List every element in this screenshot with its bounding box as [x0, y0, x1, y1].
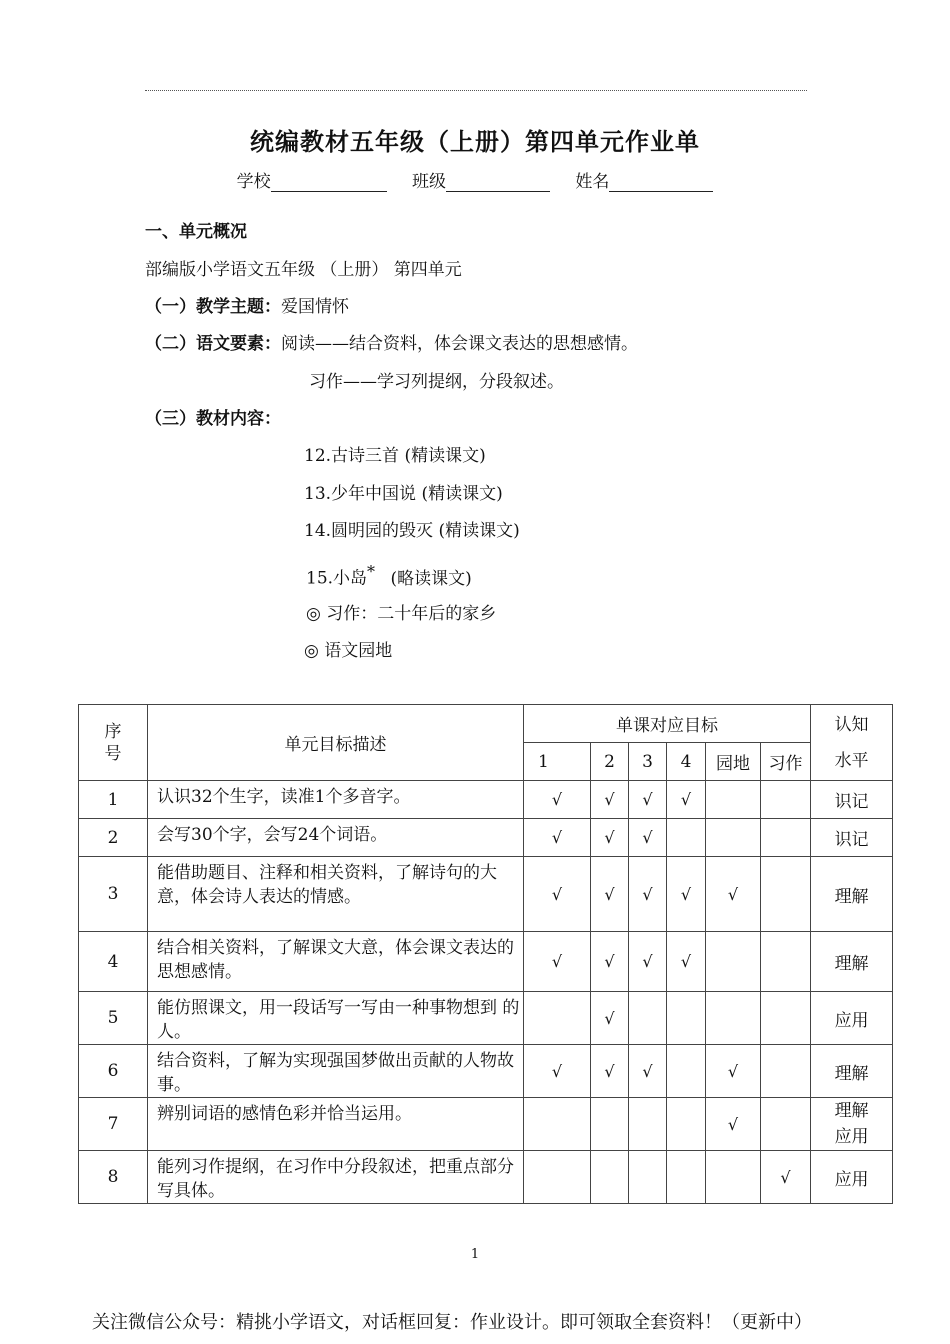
goal-description: 结合资料，了解为实现强国梦做出贡献的人物故事。: [148, 1045, 524, 1098]
content-label: （三）教材内容：: [145, 409, 281, 429]
seq-header: [79, 705, 148, 781]
school-field: [237, 167, 387, 192]
name-input[interactable]: [609, 173, 713, 192]
goal-check-cell: [667, 932, 706, 992]
goal-check-cell: [761, 819, 811, 857]
goal-check-cell: [629, 781, 667, 819]
goal-check-cell: [667, 857, 706, 932]
cognitive-level: 理解: [811, 857, 893, 932]
check-mark-icon: √: [642, 828, 653, 847]
goal-check-cell: [524, 992, 591, 1045]
goal-description: 能列习作提纲，在习作中分段叙述，把重点部分写具体。: [148, 1151, 524, 1204]
cognitive-level: 应用: [811, 1151, 893, 1204]
lesson-goals-header: 单课对应目标: [524, 705, 811, 743]
table-row: [79, 819, 893, 857]
table-row: [79, 992, 893, 1045]
desc-header: 单元目标描述: [148, 705, 524, 781]
check-mark-icon: √: [727, 884, 739, 904]
lesson-col-header: 习作: [761, 743, 811, 781]
goal-check-cell: [706, 781, 761, 819]
goal-check-cell: [629, 857, 667, 932]
check-mark-icon: √: [780, 1167, 791, 1187]
student-info-line: [0, 167, 950, 192]
goal-check-cell: [591, 819, 629, 857]
header-dotted-rule: [145, 90, 807, 91]
check-mark-icon: √: [551, 884, 563, 904]
cognitive-level: [811, 1098, 893, 1151]
school-label: 学校: [236, 172, 271, 192]
edition-line: 部编版小学语文五年级 （上册） 第四单元: [145, 260, 462, 280]
goal-check-cell: [667, 1045, 706, 1098]
content-item-title: 15.小岛: [306, 568, 368, 589]
content-item: ◎ 习作：二十年后的家乡: [306, 604, 497, 624]
check-mark-icon: √: [604, 1061, 615, 1081]
goal-check-cell: [524, 781, 591, 819]
table-row: [79, 781, 893, 819]
content-item: 12.古诗三首 (精读课文): [304, 446, 486, 466]
goal-check-cell: [591, 1045, 629, 1098]
table-row: [79, 1098, 893, 1151]
row-number: 5: [79, 992, 148, 1045]
goal-check-cell: [524, 1098, 591, 1151]
goal-description: 认识32个生字，读准1个多音字。: [148, 781, 524, 819]
goal-check-cell: [761, 781, 811, 819]
goal-check-cell: [524, 932, 591, 992]
cognitive-level: 应用: [811, 992, 893, 1045]
table-row: [79, 1045, 893, 1098]
lesson-col-header: 2: [591, 743, 629, 781]
goal-check-cell: [706, 1098, 761, 1151]
check-mark-icon: √: [604, 1008, 615, 1028]
elements-line: [145, 329, 638, 354]
school-input[interactable]: [271, 173, 387, 192]
row-number: 3: [79, 857, 148, 932]
check-mark-icon: √: [727, 1114, 739, 1134]
name-label: 姓名: [575, 172, 610, 192]
theme-line: [145, 292, 349, 317]
elements-writing: 习作——学习列提纲，分段叙述。: [309, 372, 564, 392]
content-item-type: (略读课文): [390, 568, 472, 589]
cognitive-level: 识记: [811, 781, 893, 819]
goal-check-cell: [761, 1045, 811, 1098]
check-mark-icon: √: [680, 952, 692, 971]
goal-check-cell: [629, 819, 667, 857]
table-row: [79, 932, 893, 992]
goal-check-cell: [761, 932, 811, 992]
asterisk-mark: *: [367, 562, 376, 581]
elements-reading: 阅读——结合资料，体会课文表达的思想感情。: [281, 334, 638, 354]
row-number: 7: [79, 1098, 148, 1151]
goal-check-cell: [629, 1151, 667, 1204]
class-field: [412, 167, 550, 192]
check-mark-icon: √: [551, 952, 563, 971]
goal-check-cell: [761, 857, 811, 932]
goal-check-cell: [629, 992, 667, 1045]
goal-check-cell: [591, 932, 629, 992]
goal-check-cell: [761, 992, 811, 1045]
check-mark-icon: √: [680, 884, 692, 904]
lesson-col-header: 园地: [706, 743, 761, 781]
goal-check-cell: [591, 857, 629, 932]
theme-label: （一）教学主题：: [145, 297, 281, 317]
check-mark-icon: √: [642, 952, 653, 971]
cognitive-level: 理解: [811, 1045, 893, 1098]
table-row: [79, 1151, 893, 1204]
goal-check-cell: [706, 819, 761, 857]
page-title: 统编教材五年级（上册）第四单元作业单: [250, 128, 700, 156]
lesson-col-header: 3: [629, 743, 667, 781]
name-field: [575, 167, 713, 192]
goal-check-cell: [591, 1098, 629, 1151]
cognitive-level: 识记: [811, 819, 893, 857]
check-mark-icon: √: [551, 828, 563, 847]
check-mark-icon: √: [642, 884, 653, 904]
check-mark-icon: √: [551, 1061, 563, 1081]
row-number: 6: [79, 1045, 148, 1098]
theme-value: 爱国情怀: [281, 297, 349, 317]
goal-check-cell: [667, 992, 706, 1045]
goal-check-cell: [761, 1098, 811, 1151]
goal-check-cell: [524, 1151, 591, 1204]
seq-header-text: 序号: [104, 721, 122, 764]
check-mark-icon: √: [642, 790, 653, 809]
row-number: 4: [79, 932, 148, 992]
goal-description: 能借助题目、注释和相关资料，了解诗句的大意，体会诗人表达的情感。: [148, 857, 524, 932]
goal-check-cell: [629, 1045, 667, 1098]
goal-check-cell: [667, 1151, 706, 1204]
goal-check-cell: [629, 1098, 667, 1151]
goal-description: 会写30个字，会写24个词语。: [148, 819, 524, 857]
check-mark-icon: √: [551, 790, 563, 809]
cognitive-header: [811, 705, 893, 781]
lesson-col-header: 1: [524, 743, 591, 781]
cognitive-header-text: 认知水平: [834, 714, 869, 771]
goal-check-cell: [706, 932, 761, 992]
check-mark-icon: √: [604, 828, 615, 847]
unit-goals-table: [78, 704, 893, 1204]
goal-check-cell: [667, 819, 706, 857]
content-item: 13.少年中国说 (精读课文): [304, 484, 503, 504]
check-mark-icon: √: [604, 952, 615, 971]
section-heading: 一、单元概况: [145, 222, 247, 242]
goal-check-cell: [706, 992, 761, 1045]
check-mark-icon: √: [604, 790, 615, 809]
goal-check-cell: [591, 992, 629, 1045]
row-number: 2: [79, 819, 148, 857]
row-number: 8: [79, 1151, 148, 1204]
check-mark-icon: √: [680, 790, 692, 809]
goal-description: 辨别词语的感情色彩并恰当运用。: [148, 1098, 524, 1151]
goal-description: 能仿照课文，用一段话写一写由一种事物想到 的人。: [148, 992, 524, 1045]
check-mark-icon: √: [727, 1061, 739, 1081]
class-input[interactable]: [446, 173, 550, 192]
elements-label: （二）语文要素：: [145, 334, 281, 354]
check-mark-icon: √: [642, 1061, 653, 1081]
goal-check-cell: [706, 857, 761, 932]
goal-check-cell: [761, 1151, 811, 1204]
class-label: 班级: [412, 172, 446, 192]
goal-check-cell: [591, 781, 629, 819]
goal-check-cell: [667, 1098, 706, 1151]
goal-description: 结合相关资料，了解课文大意，体会课文表达的思想感情。: [148, 932, 524, 992]
goal-check-cell: [524, 819, 591, 857]
content-item: ◎ 语文园地: [304, 641, 393, 661]
content-item: [306, 562, 472, 589]
goal-check-cell: [524, 857, 591, 932]
lesson-col-header: 4: [667, 743, 706, 781]
cognitive-level: 理解: [811, 932, 893, 992]
goal-check-cell: [667, 781, 706, 819]
row-number: 1: [79, 781, 148, 819]
page-number: 1: [470, 1247, 480, 1262]
goal-check-cell: [524, 1045, 591, 1098]
table-row: [79, 857, 893, 932]
content-item: 14.圆明园的毁灭 (精读课文): [304, 521, 520, 541]
cognitive-level-text: 理解应用: [834, 1101, 869, 1147]
check-mark-icon: √: [604, 884, 615, 904]
goal-check-cell: [591, 1151, 629, 1204]
goal-check-cell: [629, 932, 667, 992]
goal-check-cell: [706, 1151, 761, 1204]
goal-check-cell: [706, 1045, 761, 1098]
footer-notice: 关注微信公众号：精挑小学语文，对话框回复：作业设计。即可领取全套资料！（更新中）: [92, 1312, 812, 1333]
